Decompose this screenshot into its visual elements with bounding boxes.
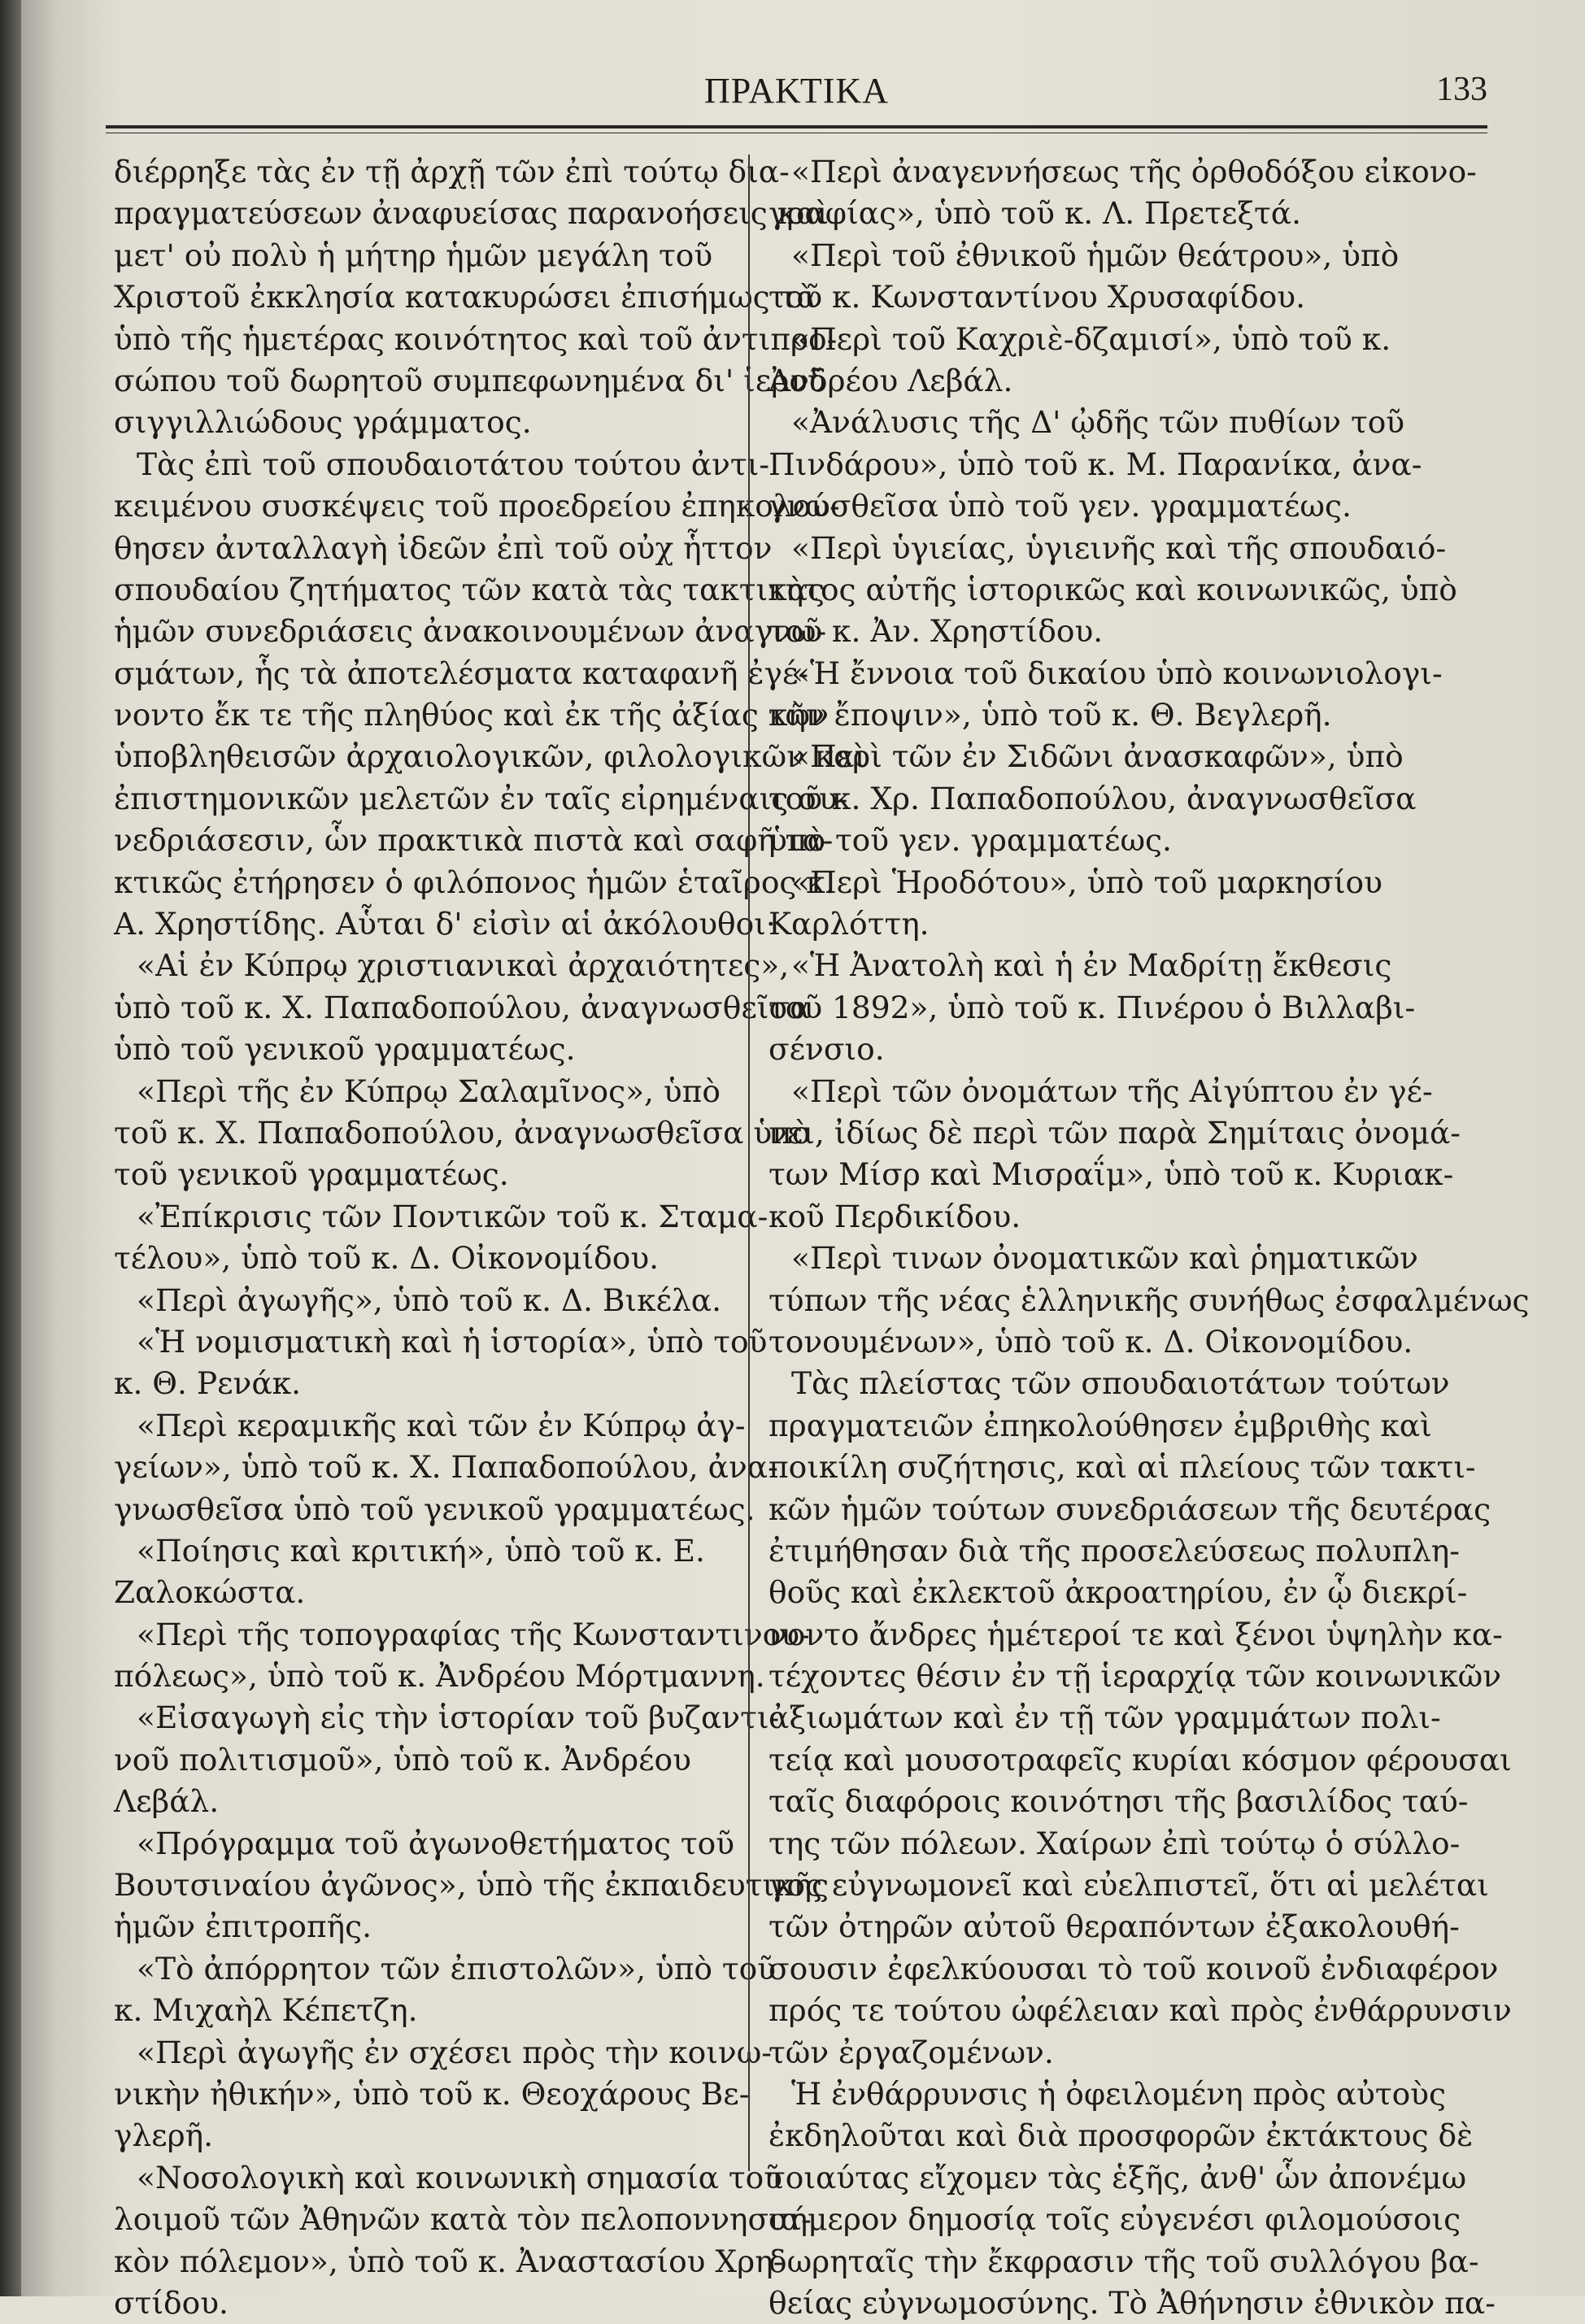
- text-line: ὑπὸ τῆς ἡμετέρας κοινότητος καὶ τοῦ ἀντιπρο-: [114, 320, 838, 357]
- running-title: ΠΡΑΚΤΙΚΑ: [704, 71, 889, 111]
- text-line: γος εὐγνωμονεῖ καὶ εὐελπιστεῖ, ὅτι αἱ μελέται: [769, 1867, 1489, 1904]
- text-line: «Περὶ τῶν ἐν Σιδῶνι ἀνασκαφῶν», ὑπὸ: [791, 738, 1404, 775]
- text-line: γραφίας», ὑπὸ τοῦ κ. Λ. Πρετεξτά.: [769, 195, 1302, 232]
- page-number: 133: [1436, 71, 1487, 108]
- text-line: τοῦ κ. Ἀν. Χρηστίδου.: [769, 613, 1104, 650]
- text-line: ὑπὸ τοῦ γεν. γραμματέως.: [769, 822, 1172, 859]
- text-line: κὴν ἔποψιν», ὑπὸ τοῦ κ. Θ. Βεγλερῆ.: [769, 697, 1332, 733]
- text-line: σουσιν ἐφελκύουσαι τὸ τοῦ κοινοῦ ἐνδιαφέρον: [769, 1950, 1499, 1987]
- text-line: νοντο ἄνδρες ἡμέτεροί τε καὶ ξένοι ὑψηλὴν κα-: [769, 1616, 1503, 1652]
- text-line: τοῦ κ. Κωνσταντίνου Χρυσαφίδου.: [769, 279, 1306, 316]
- text-line: Βουτσιναίου ἀγῶνος», ὑπὸ τῆς ἐκπαιδευτικῆς: [114, 1867, 830, 1904]
- text-line: «Νοσολογικὴ καὶ κοινωνικὴ σημασία τοῦ: [137, 2159, 783, 2196]
- text-line: πρός τε τούτου ὠφέλειαν καὶ πρὸς ἐνθάρρυνσιν: [769, 1992, 1512, 2029]
- text-line: θοῦς καὶ ἐκλεκτοῦ ἀκροατηρίου, ἐν ᾧ διεκρί-: [769, 1574, 1468, 1611]
- text-line: γείων», ὑπὸ τοῦ κ. Χ. Παπαδοπούλου, ἀνα-: [114, 1449, 778, 1486]
- text-line: τοῦ κ. Χ. Παπαδοπούλου, ἀναγνωσθεῖσα ὑπὸ: [114, 1114, 811, 1151]
- text-line: κειμένου συσκέψεις τοῦ προεδρείου ἐπηκολού-: [114, 488, 840, 524]
- text-line: τοῦ γενικοῦ γραμματέως.: [114, 1156, 509, 1193]
- text-line: θησεν ἀνταλλαγὴ ἰδεῶν ἐπὶ τοῦ οὐχ ἧττον: [114, 529, 773, 566]
- text-line: τείᾳ καὶ μουσοτραφεῖς κυρίαι κόσμον φέρουσαι: [769, 1741, 1512, 1778]
- text-line: της τῶν πόλεων. Χαίρων ἐπὶ τούτῳ ὁ σύλλο-: [769, 1825, 1461, 1861]
- text-line: τῶν ἐργαζομένων.: [769, 2034, 1054, 2070]
- text-line: σώπου τοῦ δωρητοῦ συμπεφωνημένα δι' ἱεροῦ: [114, 362, 826, 398]
- text-line: διέρρηξε τὰς ἐν τῇ ἀρχῇ τῶν ἐπὶ τούτῳ δια-: [114, 154, 790, 189]
- text-line: κὸν πόλεμον», ὑπὸ τοῦ κ. Ἀναστασίου Χρη-: [114, 2243, 784, 2279]
- text-line: κ. Θ. Ρενάκ.: [114, 1365, 301, 1402]
- text-line: «Ἡ νομισματικὴ καὶ ἡ ἱστορία», ὑπὸ τοῦ: [137, 1323, 768, 1360]
- text-line: λοιμοῦ τῶν Ἀθηνῶν κατὰ τὸν πελοποννησια-: [114, 2201, 812, 2238]
- text-line: «Ἀνάλυσις τῆς Δ' ᾠδῆς τῶν πυθίων τοῦ: [791, 404, 1405, 441]
- text-line: δωρηταῖς τὴν ἔκφρασιν τῆς τοῦ συλλόγου βα-: [769, 2243, 1479, 2279]
- text-line: Α. Χρηστίδης. Αὗται δ' εἰσὶν αἱ ἀκόλουθοι·: [114, 906, 776, 942]
- text-line: τοιαύτας εἴχομεν τὰς ἑξῆς, ἀνθ' ὧν ἀπονέμω: [769, 2159, 1467, 2196]
- text-line: τοῦ κ. Χρ. Παπαδοπούλου, ἀναγνωσθεῖσα: [769, 780, 1417, 816]
- text-line: τέλου», ὑπὸ τοῦ κ. Δ. Οἰκονομίδου.: [114, 1240, 660, 1277]
- text-line: σμάτων, ἧς τὰ ἀποτελέσματα καταφανῆ ἐγέ-: [114, 655, 809, 691]
- text-line: κτικῶς ἐτήρησεν ὁ φιλόπονος ἡμῶν ἑταῖρος κ.: [114, 864, 835, 900]
- text-line: «Πρόγραμμα τοῦ ἀγωνοθετήματος τοῦ: [137, 1825, 735, 1861]
- text-line: γνωσθεῖσα ὑπὸ τοῦ γεν. γραμματέως.: [769, 488, 1352, 524]
- text-line: «Περὶ τινων ὀνοματικῶν καὶ ῥηματικῶν: [791, 1240, 1418, 1277]
- text-line: τέχοντες θέσιν ἐν τῇ ἱεραρχίᾳ τῶν κοινωνικῶν: [769, 1658, 1502, 1695]
- text-line: νικὴν ἠθικήν», ὑπὸ τοῦ κ. Θεοχάρους Βε-: [114, 2075, 750, 2112]
- text-line: σήμερον δημοσίᾳ τοῖς εὐγενέσι φιλομούσοις: [769, 2201, 1461, 2238]
- text-line: στίδου.: [114, 2284, 229, 2321]
- book-spine-shadow: [0, 0, 21, 2296]
- text-line: Καρλόττη.: [769, 906, 930, 942]
- text-line: Τὰς ἐπὶ τοῦ σπουδαιοτάτου τούτου ἀντι-: [137, 446, 769, 482]
- text-line: «Περὶ τοῦ Καχριὲ-δζαμισί», ὑπὸ τοῦ κ.: [791, 320, 1391, 357]
- text-line: πόλεως», ὑπὸ τοῦ κ. Ἀνδρέου Μόρτμαννη.: [114, 1658, 765, 1695]
- text-line: «Περὶ τοῦ ἐθνικοῦ ἡμῶν θεάτρου», ὑπὸ: [791, 237, 1400, 273]
- text-line: ταῖς διαφόροις κοινότησι τῆς βασιλίδος ταύ-: [769, 1783, 1469, 1820]
- text-line: «Περὶ ἀναγεννήσεως τῆς ὀρθοδόξου εἰκονο-: [791, 154, 1477, 189]
- text-line: Χριστοῦ ἐκκλησία κατακυρώσει ἐπισήμως τὰ: [114, 279, 817, 316]
- text-line: Τὰς πλείστας τῶν σπουδαιοτάτων τούτων: [791, 1365, 1450, 1402]
- text-line: Ἡ ἐνθάρρυνσις ἡ ὀφειλομένη πρὸς αὐτοὺς: [791, 2075, 1446, 2112]
- text-line: πραγματειῶν ἐπηκολούθησεν ἐμβριθὴς καὶ: [769, 1407, 1432, 1443]
- text-line: ἐτιμήθησαν διὰ τῆς προσελεύσεως πολυπλη-: [769, 1532, 1460, 1569]
- text-line: Ἀνδρέου Λεβάλ.: [769, 362, 1013, 398]
- text-line: «Ἡ ἔννοια τοῦ δικαίου ὑπὸ κοινωνιολογι-: [791, 655, 1443, 691]
- text-line: «Τὸ ἀπόρρητον τῶν ἐπιστολῶν», ὑπὸ τοῦ: [137, 1950, 777, 1987]
- text-line: ἡμῶν συνεδριάσεις ἀνακοινουμένων ἀναγνω-: [114, 613, 827, 650]
- text-line: «Ἐπίκρισις τῶν Ποντικῶν τοῦ κ. Σταμα-: [137, 1198, 769, 1234]
- text-line: σένσιο.: [769, 1031, 885, 1068]
- text-line: «Ποίησις καὶ κριτική», ὑπὸ τοῦ κ. Ε.: [137, 1532, 705, 1569]
- text-line: «Περὶ τῆς ἐν Κύπρῳ Σαλαμῖνος», ὑπὸ: [137, 1073, 721, 1109]
- text-line: τητος αὐτῆς ἱστορικῶς καὶ κοινωνικῶς, ὑπὸ: [769, 571, 1457, 607]
- text-line: ποικίλη συζήτησις, καὶ αἱ πλείους τῶν τακτι-: [769, 1449, 1476, 1486]
- text-line: ἀξιωμάτων καὶ ἐν τῇ τῶν γραμμάτων πολι-: [769, 1699, 1441, 1736]
- text-line: «Περὶ ἀγωγῆς», ὑπὸ τοῦ κ. Δ. Βικέλα.: [137, 1282, 722, 1318]
- text-line: νοντο ἔκ τε τῆς πληθύος καὶ ἐκ τῆς ἀξίας τῶν: [114, 697, 829, 733]
- text-line: «Εἰσαγωγὴ εἰς τὴν ἱστορίαν τοῦ βυζαντι-: [137, 1699, 780, 1736]
- text-line: «Περὶ Ἡροδότου», ὑπὸ τοῦ μαρκησίου: [791, 864, 1383, 900]
- text-line: ἡμῶν ἐπιτροπῆς.: [114, 1908, 372, 1945]
- text-line: ἐκδηλοῦται καὶ διὰ προσφορῶν ἐκτάκτους δὲ: [769, 2117, 1474, 2154]
- text-line: κ. Μιχαὴλ Κέπετζη.: [114, 1992, 418, 2029]
- text-line: κῶν ἡμῶν τούτων συνεδριάσεων τῆς δευτέρας: [769, 1491, 1491, 1527]
- text-line: Πινδάρου», ὑπὸ τοῦ κ. Μ. Παρανίκα, ἀνα-: [769, 446, 1422, 482]
- text-line: τύπων τῆς νέας ἑλληνικῆς συνήθως ἐσφαλμένως: [769, 1282, 1530, 1318]
- text-line: «Περὶ τῶν ὀνομάτων τῆς Αἰγύπτου ἐν γέ-: [791, 1073, 1433, 1109]
- text-line: «Περὶ ὑγιείας, ὑγιεινῆς καὶ τῆς σπουδαιό-: [791, 529, 1447, 566]
- text-line: μετ' οὐ πολὺ ἡ μήτηρ ἡμῶν μεγάλη τοῦ: [114, 237, 713, 273]
- running-head: [106, 65, 1487, 122]
- text-line: πραγματεύσεων ἀναφυείσας παρανοήσεις καὶ: [114, 195, 830, 232]
- text-line: Ζαλοκώστα.: [114, 1574, 306, 1611]
- header-rule: [106, 125, 1487, 128]
- text-line: ἐπιστημονικῶν μελετῶν ἐν ταῖς εἰρημέναις συ-: [114, 780, 848, 816]
- text-line: των Μίσρ καὶ Μισραΐμ», ὑπὸ τοῦ κ. Κυριακ-: [769, 1156, 1454, 1193]
- text-line: Λεβάλ.: [114, 1783, 220, 1820]
- text-line: «Περὶ τῆς τοπογραφίας τῆς Κωνσταντινου-: [137, 1616, 810, 1652]
- text-line: γλερῆ.: [114, 2117, 214, 2154]
- text-line: νεδριάσεσιν, ὧν πρακτικὰ πιστὰ καὶ σαφῆ τα-: [114, 822, 834, 859]
- text-line: γνωσθεῖσα ὑπὸ τοῦ γενικοῦ γραμματέως.: [114, 1491, 755, 1527]
- text-line: τοῦ 1892», ὑπὸ τοῦ κ. Πινέρου ὁ Βιλλαβι-: [769, 989, 1416, 1025]
- text-line: ὑπὸ τοῦ γενικοῦ γραμματέως.: [114, 1031, 576, 1068]
- text-line: σπουδαίου ζητήματος τῶν κατὰ τὰς τακτικὰς: [114, 571, 825, 607]
- text-line: «Αἱ ἐν Κύπρῳ χριστιανικαὶ ἀρχαιότητες»,: [137, 947, 790, 984]
- text-line: ὑποβληθεισῶν ἀρχαιολογικῶν, φιλολογικῶν καὶ: [114, 738, 867, 775]
- column-divider: [748, 154, 750, 2171]
- text-line: «Περὶ ἀγωγῆς ἐν σχέσει πρὸς τὴν κοινω-: [137, 2034, 772, 2070]
- text-line: τονουμένων», ὑπὸ τοῦ κ. Δ. Οἰκονομίδου.: [769, 1323, 1413, 1360]
- text-line: «Ἡ Ἀνατολὴ καὶ ἡ ἐν Μαδρίτῃ ἔκθεσις: [791, 947, 1392, 984]
- text-line: θείας εὐγνωμοσύνης. Τὸ Ἀθήνησιν ἐθνικὸν πα-: [769, 2284, 1496, 2321]
- text-line: ὑπὸ τοῦ κ. Χ. Παπαδοπούλου, ἀναγνωσθεῖσα: [114, 989, 811, 1025]
- text-line: σιγγιλλιώδους γράμματος.: [114, 404, 532, 441]
- right-text-column: [769, 151, 1530, 2324]
- text-line: κοῦ Περδικίδου.: [769, 1198, 1021, 1234]
- text-line: «Περὶ κεραμικῆς καὶ τῶν ἐν Κύπρῳ ἀγ-: [137, 1407, 746, 1443]
- text-line: νει, ἰδίως δὲ περὶ τῶν παρὰ Σημίταις ὀνομά-: [769, 1114, 1461, 1151]
- text-line: νοῦ πολιτισμοῦ», ὑπὸ τοῦ κ. Ἀνδρέου: [114, 1741, 691, 1778]
- text-line: τῶν ὀτηρῶν αὐτοῦ θεραπόντων ἐξακολουθή-: [769, 1908, 1460, 1945]
